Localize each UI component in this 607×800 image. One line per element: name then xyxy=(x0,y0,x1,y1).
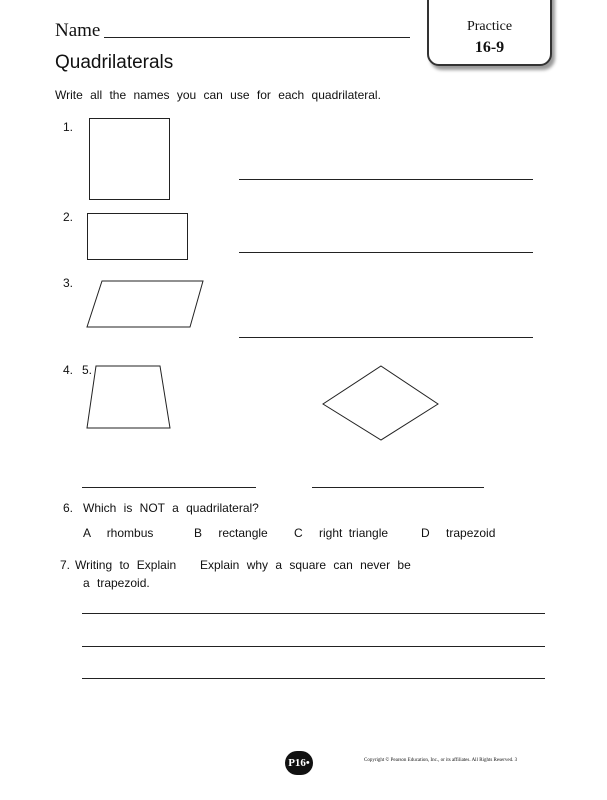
option-b[interactable] xyxy=(194,526,268,540)
problem-3-answer-line[interactable] xyxy=(239,337,533,338)
question-7-text-line2: a trapezoid. xyxy=(83,576,150,590)
page-number-badge: P16• xyxy=(285,751,313,775)
trapezoid-icon xyxy=(87,366,170,428)
problem-5-number: 5. xyxy=(82,363,93,377)
problem-2-answer-line[interactable] xyxy=(239,252,533,253)
question-6-text: Which is NOT a quadrilateral? xyxy=(83,501,259,515)
practice-number: 16-9 xyxy=(474,39,505,56)
option-c-text: right triangle xyxy=(319,526,389,540)
problem-1-number: 1. xyxy=(63,120,74,134)
option-a-text: rhombus xyxy=(106,526,154,540)
option-c-letter: C xyxy=(294,526,303,540)
question-7-answer-line-2[interactable] xyxy=(82,646,545,647)
rhombus-icon xyxy=(323,366,438,440)
problem-1-answer-line[interactable] xyxy=(239,179,533,180)
option-d[interactable] xyxy=(421,526,495,540)
problem-5-answer-line[interactable] xyxy=(312,487,484,488)
instructions: Write all the names you can use for each quadrilateral. xyxy=(55,88,381,102)
option-d-letter: D xyxy=(421,526,430,540)
problem-4-answer-line[interactable] xyxy=(82,487,256,488)
problem-4-number: 4. xyxy=(63,363,74,377)
page-title: Quadrilaterals xyxy=(55,52,174,73)
copyright-notice: Copyright © Pearson Education, Inc., or its affiliates. All Rights Reserved. 3 xyxy=(364,758,518,763)
question-7-answer-line-3[interactable] xyxy=(82,678,545,679)
question-7-answer-line-1[interactable] xyxy=(82,613,545,614)
option-a-letter: A xyxy=(83,526,91,540)
rectangle-icon xyxy=(88,214,188,260)
practice-tab xyxy=(427,0,552,66)
question-6-number: 6. xyxy=(63,501,74,515)
option-d-text: trapezoid xyxy=(446,526,496,540)
option-b-text: rectangle xyxy=(218,526,268,540)
question-7-number: 7. xyxy=(60,558,71,572)
square-icon xyxy=(90,119,170,200)
option-c[interactable] xyxy=(294,526,388,540)
parallelogram-icon xyxy=(87,281,203,327)
name-label: Name xyxy=(55,20,101,41)
question-7-heading: Writing to Explain xyxy=(75,558,177,572)
practice-label: Practice xyxy=(466,19,513,34)
problem-3-number: 3. xyxy=(63,276,74,290)
option-a[interactable] xyxy=(83,526,153,540)
problem-2-number: 2. xyxy=(63,210,74,224)
option-b-letter: B xyxy=(194,526,203,540)
name-answer-line[interactable] xyxy=(104,37,410,38)
question-7-text-line1: Explain why a square can never be xyxy=(200,558,411,572)
